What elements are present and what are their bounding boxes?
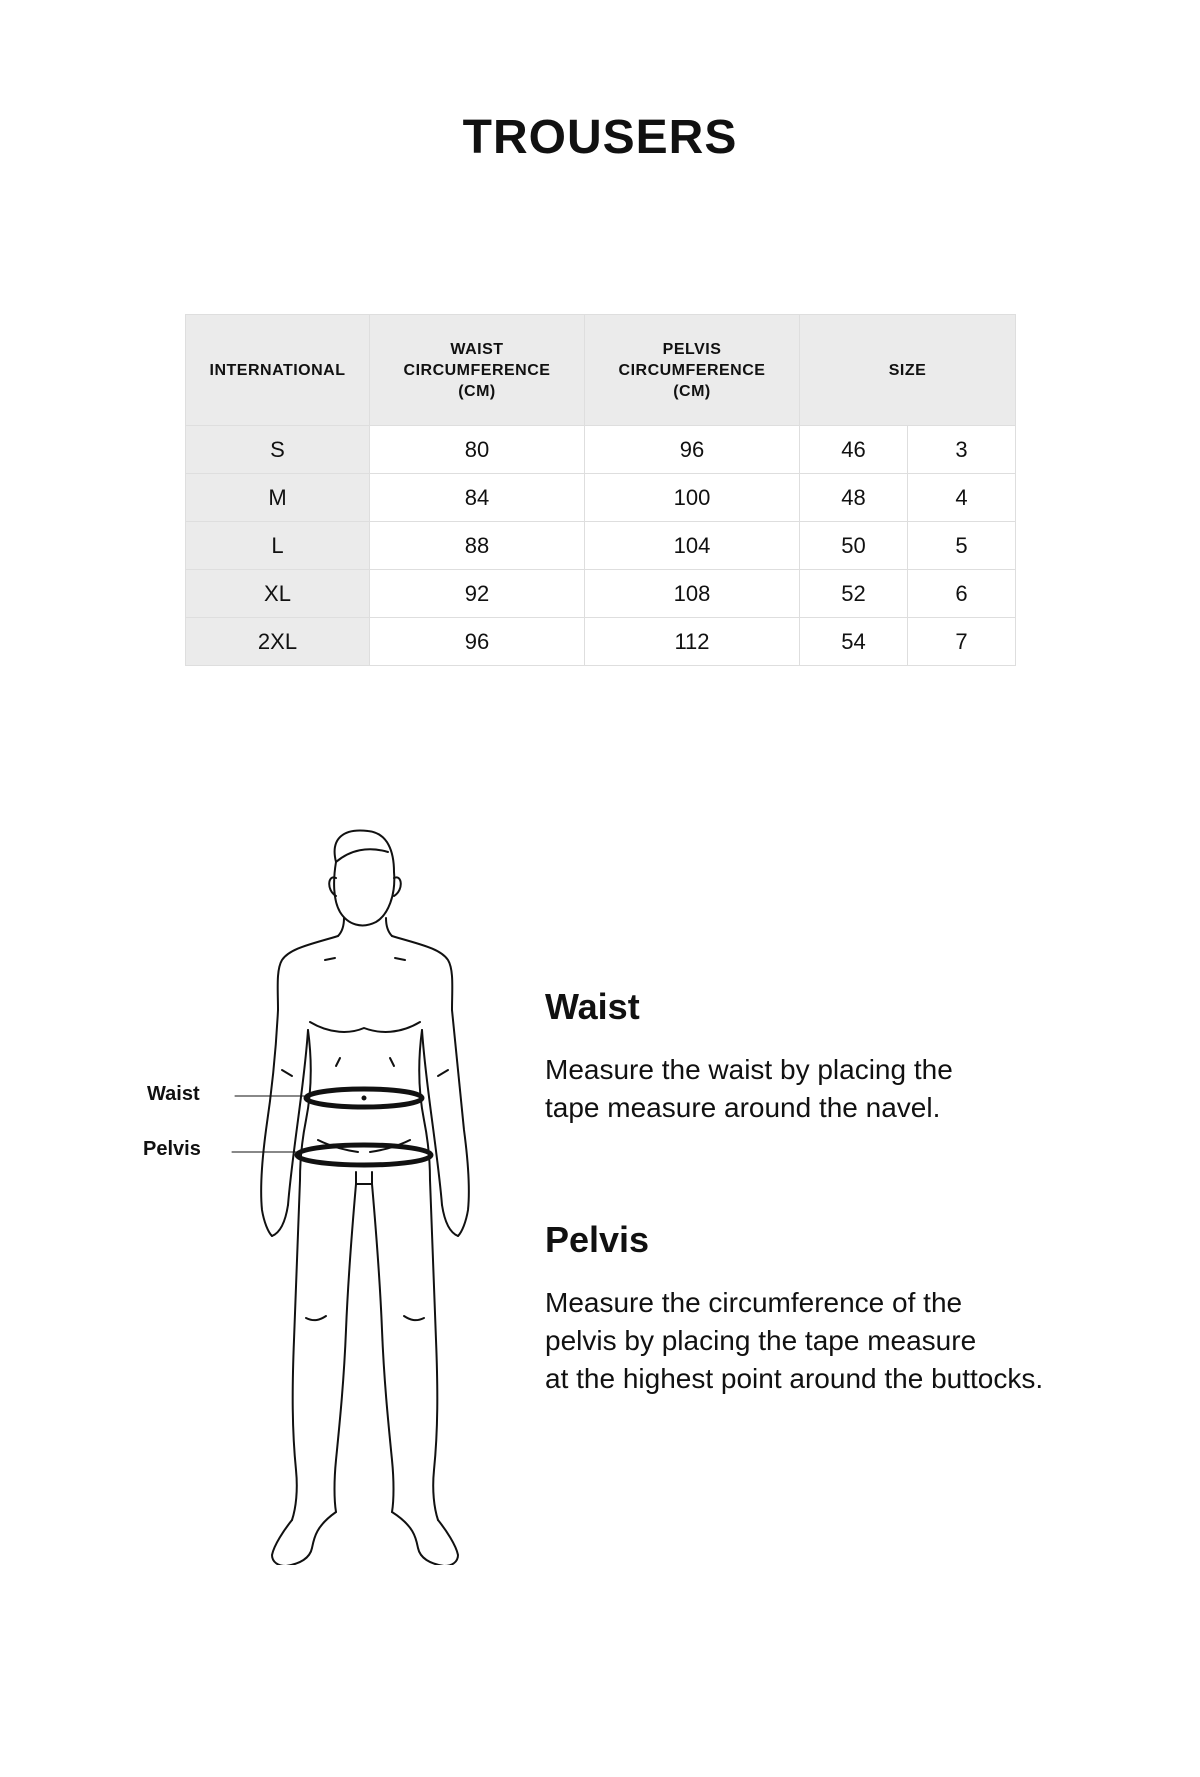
head-outline (334, 830, 394, 925)
foot-right (392, 1512, 458, 1565)
cell-size-eu: 48 (800, 474, 908, 522)
arm-right-outer (452, 1010, 469, 1236)
cell-waist: 80 (370, 426, 585, 474)
neck-left (338, 918, 344, 936)
cell-waist: 84 (370, 474, 585, 522)
cell-international: M (186, 474, 370, 522)
leg-left-outer (292, 1180, 300, 1520)
header-pelvis-line: CIRCUMFERENCE (618, 361, 766, 379)
waist-instruction-title: Waist (545, 986, 640, 1027)
collarbone-right (395, 958, 405, 960)
cell-international: 2XL (186, 618, 370, 666)
ab-mark (336, 1058, 340, 1066)
pelvis-instruction-title: Pelvis (545, 1219, 650, 1260)
cell-size-num: 7 (908, 618, 1016, 666)
hand-left (272, 1205, 288, 1236)
hand-right (442, 1205, 458, 1236)
arm-right-inner (422, 1030, 442, 1205)
cell-size-eu: 50 (800, 522, 908, 570)
navel (363, 1097, 366, 1100)
arm-left-inner (288, 1030, 308, 1205)
header-size: SIZE (800, 315, 1016, 426)
cell-size-eu: 54 (800, 618, 908, 666)
cell-size-num: 5 (908, 522, 1016, 570)
header-pelvis-line: (CM) (673, 382, 711, 400)
table-header-row (186, 315, 1016, 426)
collarbone-left (325, 958, 335, 960)
cell-waist: 92 (370, 570, 585, 618)
arm-crease-right (438, 1070, 448, 1076)
cell-international: L (186, 522, 370, 570)
ab-mark (390, 1058, 394, 1066)
waist-figure-label: Waist (147, 1083, 200, 1105)
header-waist-line: WAIST (450, 340, 504, 358)
header-waist-line: (CM) (458, 382, 496, 400)
pelvis-figure-label: Pelvis (143, 1138, 201, 1160)
header-international: INTERNATIONAL (186, 315, 370, 426)
neck-right (386, 918, 392, 936)
cell-pelvis: 100 (585, 474, 800, 522)
table-row (186, 618, 1016, 666)
header-pelvis (585, 315, 800, 426)
waist-instruction (545, 985, 1165, 1127)
shoulder-right (392, 936, 452, 1010)
cell-size-eu: 46 (800, 426, 908, 474)
cell-pelvis: 112 (585, 618, 800, 666)
knee-right (404, 1316, 424, 1320)
waist-instruction-text: Measure the waist by placing the tape measure around the navel. (545, 1054, 953, 1123)
header-waist (370, 315, 585, 426)
human-body-outline-icon (130, 825, 470, 1565)
pelvis-instruction-text: Measure the circumference of the pelvis by placing the tape measure at the highest point around the buttocks. (545, 1287, 1044, 1394)
page-title: TROUSERS (462, 111, 738, 164)
pelvis-tape-ring (297, 1145, 431, 1165)
cell-pelvis: 108 (585, 570, 800, 618)
cell-international: XL (186, 570, 370, 618)
leg-right-inner (372, 1184, 394, 1512)
header-waist-line: CIRCUMFERENCE (403, 361, 551, 379)
cell-waist: 88 (370, 522, 585, 570)
cell-pelvis: 104 (585, 522, 800, 570)
size-chart-table (185, 314, 1016, 666)
crotch (356, 1172, 372, 1184)
arm-crease-left (282, 1070, 292, 1076)
cell-waist: 96 (370, 618, 585, 666)
leg-left-inner (335, 1184, 357, 1512)
chest-line (310, 1022, 420, 1032)
hair-line (336, 849, 388, 862)
cell-size-eu: 52 (800, 570, 908, 618)
table-row (186, 570, 1016, 618)
foot-left (272, 1512, 336, 1565)
leg-right-outer (430, 1180, 438, 1520)
arm-left-outer (261, 1010, 278, 1236)
cell-size-num: 6 (908, 570, 1016, 618)
cell-size-num: 4 (908, 474, 1016, 522)
knee-left (306, 1316, 326, 1320)
shoulder-left (278, 936, 338, 1010)
pelvis-instruction (545, 1218, 1165, 1398)
cell-size-num: 3 (908, 426, 1016, 474)
table-row (186, 474, 1016, 522)
header-pelvis-line: PELVIS (662, 340, 722, 358)
table-row (186, 522, 1016, 570)
cell-international: S (186, 426, 370, 474)
cell-pelvis: 96 (585, 426, 800, 474)
table-row (186, 426, 1016, 474)
